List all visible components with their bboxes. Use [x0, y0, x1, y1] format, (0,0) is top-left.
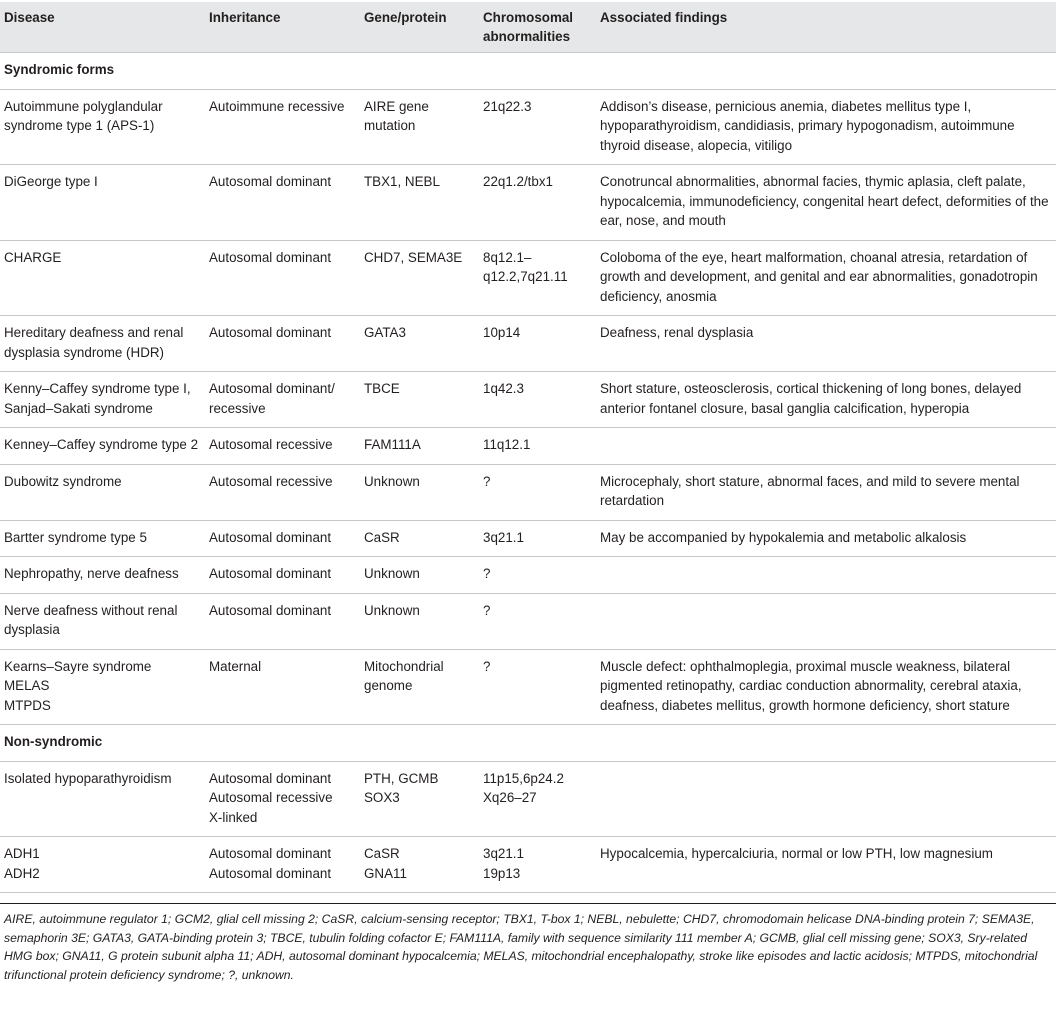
gene-cell	[360, 837, 479, 893]
table-header	[0, 2, 1056, 53]
cell-line: May be accompanied by hypokalemia and metabolic alkalosis	[600, 529, 967, 545]
cell-line: PTH, GCMB	[364, 770, 439, 786]
header-disease: Disease	[0, 2, 205, 53]
cell-line: AIRE gene mutation	[364, 98, 429, 133]
cell-line: Autosomal dominant	[209, 865, 332, 881]
gene-cell	[360, 761, 479, 837]
cell-line: ADH1	[4, 846, 40, 861]
chromosome-cell	[479, 649, 596, 725]
gene-cell	[360, 464, 479, 520]
cell-line: Autosomal dominant	[209, 529, 332, 545]
cell-line: Xq26–27	[483, 790, 537, 805]
cell-line: Autosomal dominant	[209, 770, 332, 786]
cell-line: Kenny–Caffey syndrome type I, Sanjad–Sakati syndrome	[4, 381, 191, 416]
cell-line: X-linked	[209, 809, 258, 825]
cell-line: Autosomal dominant	[209, 249, 332, 265]
cell-line: Muscle defect: ophthalmoplegia, proximal muscle weakness, bilateral pigmented retinopathy, cardiac conduction abnormality, cerebral ataxia, deafness, diabetes mellitus, growth hormone deficiency, short stature	[600, 658, 1022, 713]
table-row	[0, 520, 1056, 557]
cell-line: TBCE	[364, 381, 400, 396]
disease-cell	[0, 520, 205, 557]
disease-cell	[0, 557, 205, 594]
table-row	[0, 240, 1056, 316]
table-row	[0, 557, 1056, 594]
chromosome-cell	[479, 520, 596, 557]
cell-line: CaSR	[364, 529, 400, 545]
cell-line: Kearns–Sayre syndrome	[4, 658, 152, 674]
cell-line: CHD7, SEMA3E	[364, 249, 463, 265]
cell-line: Maternal	[209, 658, 262, 674]
findings-cell	[596, 89, 1056, 165]
table-row	[0, 464, 1056, 520]
cell-line: GATA3	[364, 325, 406, 340]
cell-line: Isolated hypoparathyroidism	[4, 770, 172, 786]
gene-cell	[360, 428, 479, 465]
findings-cell	[596, 372, 1056, 428]
chromosome-cell	[479, 89, 596, 165]
table-row	[0, 593, 1056, 649]
cell-line: Dubowitz syndrome	[4, 473, 122, 489]
findings-cell	[596, 593, 1056, 649]
cell-line: Conotruncal abnormalities, abnormal facies, thymic aplasia, cleft palate, hypocalcemia, immunodeficiency, congenital heart defect, deformities of the ear, nose, and mouth	[600, 174, 1049, 228]
cell-line: ?	[483, 566, 491, 581]
findings-cell	[596, 464, 1056, 520]
findings-cell	[596, 557, 1056, 594]
cell-line: 19p13	[483, 865, 521, 881]
findings-cell	[596, 520, 1056, 557]
inheritance-cell	[205, 761, 360, 837]
cell-line: Mitochondrial genome	[364, 658, 444, 693]
gene-cell	[360, 165, 479, 241]
inheritance-cell	[205, 240, 360, 316]
cell-line: 10p14	[483, 325, 521, 340]
cell-line: 8q12.1–q12.2,7q21.11	[483, 249, 568, 284]
header-chromosome	[479, 2, 596, 53]
inheritance-cell	[205, 372, 360, 428]
cell-line: Hypocalcemia, hypercalciuria, normal or low PTH, low magnesium	[600, 846, 993, 861]
table-body	[0, 53, 1056, 893]
findings-cell	[596, 240, 1056, 316]
findings-cell	[596, 165, 1056, 241]
table-row	[0, 428, 1056, 465]
cell-line: Nephropathy, nerve deafness	[4, 566, 179, 581]
gene-cell	[360, 557, 479, 594]
inheritance-cell	[205, 593, 360, 649]
cell-line: Bartter syndrome type 5	[4, 529, 147, 545]
cell-line: Deafness, renal dysplasia	[600, 325, 754, 340]
cell-line: Autosomal recessive	[209, 790, 333, 805]
gene-cell	[360, 89, 479, 165]
cell-line: Addison’s disease, pernicious anemia, diabetes mellitus type I, hypoparathyroidism, candidiasis, primary hypogonadism, autoimmune thyroid disease, alopecia, vitiligo	[600, 98, 1015, 153]
findings-cell	[596, 761, 1056, 837]
cell-line: TBX1, NEBL	[364, 174, 440, 189]
cell-line: DiGeorge type I	[4, 174, 98, 189]
cell-line: ADH2	[4, 865, 40, 881]
cell-line: Autoimmune polyglandular syndrome type 1 (APS-1)	[4, 98, 163, 133]
section-row	[0, 725, 1056, 762]
cell-line: Autosomal dominant/ recessive	[209, 381, 335, 416]
chromosome-cell	[479, 428, 596, 465]
cell-line: Short stature, osteosclerosis, cortical thickening of long bones, delayed anterior fontanel closure, basal ganglia calcification, hyperopia	[600, 381, 1022, 416]
cell-line: ?	[483, 658, 491, 674]
section-title: Non-syndromic	[0, 725, 1056, 762]
table-row	[0, 649, 1056, 725]
cell-line: Autosomal dominant	[209, 325, 332, 340]
disease-cell	[0, 464, 205, 520]
cell-line: Autosomal dominant	[209, 174, 332, 189]
cell-line: MELAS	[4, 678, 50, 693]
inheritance-cell	[205, 464, 360, 520]
table-footnote: AIRE, autoimmune regulator 1; GCM2, glial cell missing 2; CaSR, calcium-sensing receptor; TBX1, T-box 1; NEBL, nebulette; CHD7, chromodomain helicase DNA-binding protein 7; SEMA3E, semaphorin 3E; GATA3, GATA-binding protein 3; TBCE, tubulin folding cofactor E; FAM111A, family with sequence similarity 111 member A; GCMB, glial cell missing gene; SOX3, Sry-related HMG box; GNA11, G protein subunit alpha 11; ADH, autosomal dominant hypocalcemia; MELAS, mitochondrial encephalopathy, stroke like episodes and lactic acidosis; MTPDS, mitochondrial trifunctional protein deficiency syndrome; ?, unknown.	[0, 903, 1056, 984]
cell-line: Autosomal dominant	[209, 846, 332, 861]
header-inheritance: Inheritance	[205, 2, 360, 53]
header-gene: Gene/protein	[360, 2, 479, 53]
disease-cell	[0, 428, 205, 465]
cell-line: Unknown	[364, 473, 420, 489]
table-row	[0, 761, 1056, 837]
cell-line: 11p15,6p24.2	[483, 770, 564, 786]
gene-cell	[360, 649, 479, 725]
table-row	[0, 316, 1056, 372]
cell-line: Autosomal recessive	[209, 437, 333, 452]
disease-cell	[0, 372, 205, 428]
chromosome-cell	[479, 557, 596, 594]
disease-cell	[0, 837, 205, 893]
inheritance-cell	[205, 428, 360, 465]
table-row	[0, 372, 1056, 428]
header-chromosome-text: Chromosomal abnormalities	[483, 10, 574, 44]
table-row	[0, 89, 1056, 165]
findings-cell	[596, 428, 1056, 465]
gene-cell	[360, 520, 479, 557]
table-row	[0, 837, 1056, 893]
cell-line: 21q22.3	[483, 98, 532, 114]
inheritance-cell	[205, 89, 360, 165]
cell-line: Autosomal dominant	[209, 602, 332, 618]
gene-cell	[360, 240, 479, 316]
cell-line: FAM111A	[364, 437, 421, 452]
chromosome-cell	[479, 165, 596, 241]
cell-line: CaSR	[364, 846, 400, 861]
cell-line: Autosomal recessive	[209, 473, 333, 489]
section-row	[0, 53, 1056, 90]
cell-line: Microcephaly, short stature, abnormal faces, and mild to severe mental retardation	[600, 473, 1020, 508]
findings-cell	[596, 316, 1056, 372]
inheritance-cell	[205, 520, 360, 557]
cell-line: 22q1.2/tbx1	[483, 174, 553, 189]
cell-line: Coloboma of the eye, heart malformation, choanal atresia, retardation of growth and development, and genital and ear abnormalities, gonadotropin deficiency, anosmia	[600, 249, 1038, 304]
inheritance-cell	[205, 837, 360, 893]
findings-cell	[596, 649, 1056, 725]
findings-cell	[596, 837, 1056, 893]
section-title: Syndromic forms	[0, 53, 1056, 90]
cell-line: ?	[483, 473, 491, 489]
cell-line: SOX3	[364, 790, 400, 805]
cell-line: 1q42.3	[483, 381, 524, 396]
disease-cell	[0, 89, 205, 165]
table-row	[0, 165, 1056, 241]
cell-line: 11q12.1	[483, 437, 531, 452]
inheritance-cell	[205, 649, 360, 725]
inheritance-cell	[205, 165, 360, 241]
cell-line: Autoimmune recessive	[209, 98, 345, 114]
inheritance-cell	[205, 557, 360, 594]
disease-cell	[0, 316, 205, 372]
inheritance-cell	[205, 316, 360, 372]
chromosome-cell	[479, 837, 596, 893]
cell-line: GNA11	[364, 865, 407, 881]
gene-cell	[360, 372, 479, 428]
disease-cell	[0, 165, 205, 241]
disease-cell	[0, 649, 205, 725]
disease-cell	[0, 593, 205, 649]
cell-line: CHARGE	[4, 249, 62, 265]
gene-cell	[360, 593, 479, 649]
cell-line: ?	[483, 602, 491, 618]
chromosome-cell	[479, 593, 596, 649]
chromosome-cell	[479, 372, 596, 428]
cell-line: Autosomal dominant	[209, 566, 332, 581]
cell-line: 3q21.1	[483, 529, 524, 545]
chromosome-cell	[479, 761, 596, 837]
cell-line: Unknown	[364, 566, 420, 581]
cell-line: MTPDS	[4, 697, 51, 713]
cell-line: Hereditary deafness and renal dysplasia syndrome (HDR)	[4, 325, 184, 360]
genetics-table	[0, 2, 1056, 893]
cell-line: Nerve deafness without renal dysplasia	[4, 602, 178, 637]
disease-cell	[0, 240, 205, 316]
disease-cell	[0, 761, 205, 837]
header-findings: Associated findings	[596, 2, 1056, 53]
chromosome-cell	[479, 240, 596, 316]
cell-line: 3q21.1	[483, 846, 524, 861]
cell-line: Kenney–Caffey syndrome type 2	[4, 437, 199, 452]
gene-cell	[360, 316, 479, 372]
cell-line: Unknown	[364, 602, 420, 618]
chromosome-cell	[479, 464, 596, 520]
chromosome-cell	[479, 316, 596, 372]
